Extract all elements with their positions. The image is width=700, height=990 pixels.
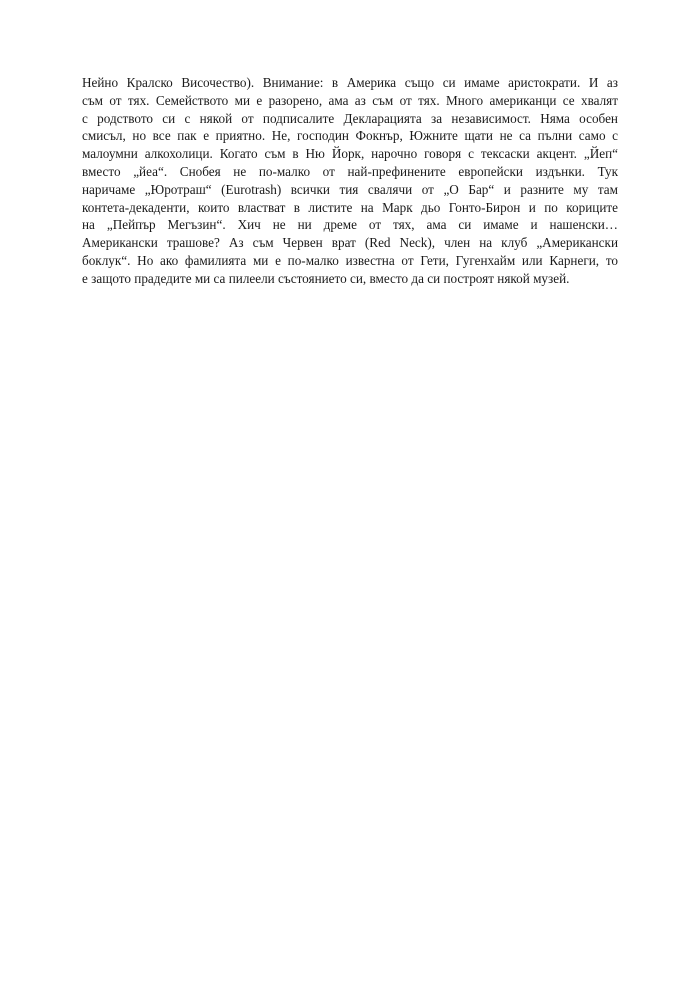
paragraph-line: контета-декаденти, които властват в листите на Марк дьо Гонто-Бирон и по кориците: [82, 199, 618, 215]
paragraph-line: Американски трашове? Аз съм Червен врат (Red Neck), член на клуб „Американски: [82, 235, 618, 251]
paragraph-line: с родството си с някой от подписалите Декларацията за независимост. Няма особен: [82, 110, 618, 126]
paragraph-line: вместо „йеа“. Снобея не по-малко от най-префинените европейски издънки. Тук: [82, 163, 618, 179]
paragraph-line: е защото прадедите ми са пилеели състоянието си, вместо да си построят някой музей.: [82, 270, 570, 286]
body-paragraph: [82, 74, 618, 288]
paragraph-line: малоумни алкохолици. Когато съм в Ню Йорк, нарочно говоря с тексаски акцент. „Йеп“: [82, 146, 618, 162]
paragraph-line: на „Пейпър Мегъзин“. Хич не ни дреме от тях, ама си имаме и нашенски…: [82, 217, 618, 233]
paragraph-line: Нейно Кралско Височество). Внимание: в Америка също си имаме аристократи. И аз: [82, 75, 618, 90]
paragraph-line: съм от тях. Семейството ми е разорено, ама аз съм от тях. Много американци се хвалят: [82, 92, 618, 108]
paragraph-line: боклук“. Но ако фамилията ми е по-малко известна от Гети, Гугенхайм или Карнеги, то: [82, 252, 618, 268]
paragraph-line: наричаме „Юротраш“ (Eurotrash) всички тия свалячи от „О Бар“ и разните му там: [82, 181, 618, 197]
paragraph-line: смисъл, но все пак е приятно. Не, господин Фокнър, Южните щати не са пълни само с: [82, 128, 618, 144]
